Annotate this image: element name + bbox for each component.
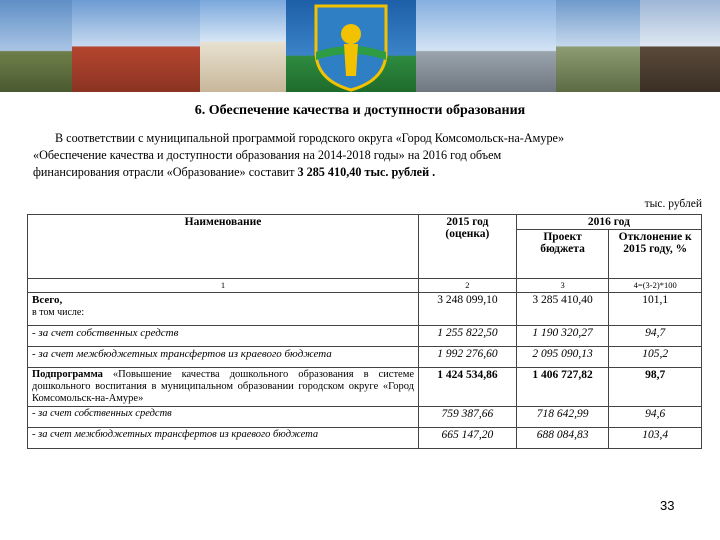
row-name: - за счет собственных средств — [28, 326, 419, 347]
header-photo-strip — [0, 0, 720, 92]
row-name: «Повышение качества дошкольного образования в системе дошкольного воспитания в муниципальном образовании городском округе «Город Комсомольск-на-Амуре» — [32, 369, 415, 404]
row-name-cell — [28, 293, 419, 326]
page-number: 33 — [660, 498, 675, 513]
row-subname: в том числе: — [32, 307, 85, 318]
units-label: тыс. рублей — [644, 198, 702, 210]
value-deviation: 101,1 — [609, 293, 702, 326]
row-name: - за счет межбюджетных трансфертов из краевого бюджета — [28, 347, 419, 368]
subprogram-label: Подпрограмма — [32, 369, 103, 380]
intro-line-2: «Обеспечение качества и доступности образования на 2014-2018 годы» на 2016 год объем — [33, 148, 502, 162]
row-name: - за счет межбюджетных трансфертов из краевого бюджета — [28, 428, 419, 449]
table-header-row — [28, 215, 702, 230]
value-2016: 1 406 727,82 — [516, 368, 609, 407]
header-2016: 2016 год — [516, 215, 701, 230]
col-number: 2 — [419, 279, 517, 293]
value-deviation: 94,6 — [609, 407, 702, 428]
page-title: 6. Обеспечение качества и доступности образования — [194, 103, 526, 118]
intro-line-3: финансирования отрасли «Образование» составит — [33, 165, 295, 179]
table-row — [28, 428, 702, 449]
value-deviation: 98,7 — [609, 368, 702, 407]
modern-building-photo — [416, 0, 556, 92]
table-row — [28, 368, 702, 407]
value-2015: 1 992 276,60 — [419, 347, 517, 368]
header-2015: 2015 год (оценка) — [419, 215, 517, 279]
value-2015: 3 248 099,10 — [419, 293, 517, 326]
column-number-row — [28, 279, 702, 293]
table-row — [28, 407, 702, 428]
value-deviation: 103,4 — [609, 428, 702, 449]
col-number: 3 — [516, 279, 609, 293]
col-number: 4=(3-2)*100 — [609, 279, 702, 293]
monument-photo — [640, 0, 720, 92]
row-name: Всего, — [32, 294, 63, 306]
city-coat-of-arms — [286, 0, 416, 92]
intro-paragraph — [33, 130, 693, 181]
header-project: Проект бюджета — [516, 230, 609, 279]
value-2015: 1 424 534,86 — [419, 368, 517, 407]
row-name-cell — [28, 368, 419, 407]
value-deviation: 105,2 — [609, 347, 702, 368]
value-2016: 718 642,99 — [516, 407, 609, 428]
header-name: Наименование — [28, 215, 419, 279]
table-row — [28, 326, 702, 347]
cathedral-photo — [200, 0, 286, 92]
table-row — [28, 293, 702, 326]
value-2015: 665 147,20 — [419, 428, 517, 449]
col-number: 1 — [28, 279, 419, 293]
city-sign-photo — [0, 0, 72, 92]
town-square-photo — [556, 0, 640, 92]
value-2015: 1 255 822,50 — [419, 326, 517, 347]
intro-amount: 3 285 410,40 тыс. рублей . — [297, 165, 436, 179]
row-name: - за счет собственных средств — [28, 407, 419, 428]
intro-line-1: В соответствии с муниципальной программой городского округа «Город Комсомольск-на-Амуре» — [55, 131, 565, 145]
city-street-photo — [72, 0, 200, 92]
table-row — [28, 347, 702, 368]
value-deviation: 94,7 — [609, 326, 702, 347]
value-2016: 688 084,83 — [516, 428, 609, 449]
value-2016: 1 190 320,27 — [516, 326, 609, 347]
value-2016: 3 285 410,40 — [516, 293, 609, 326]
budget-table — [27, 214, 702, 449]
header-deviation: Отклонение к 2015 году, % — [609, 230, 702, 279]
value-2015: 759 387,66 — [419, 407, 517, 428]
value-2016: 2 095 090,13 — [516, 347, 609, 368]
